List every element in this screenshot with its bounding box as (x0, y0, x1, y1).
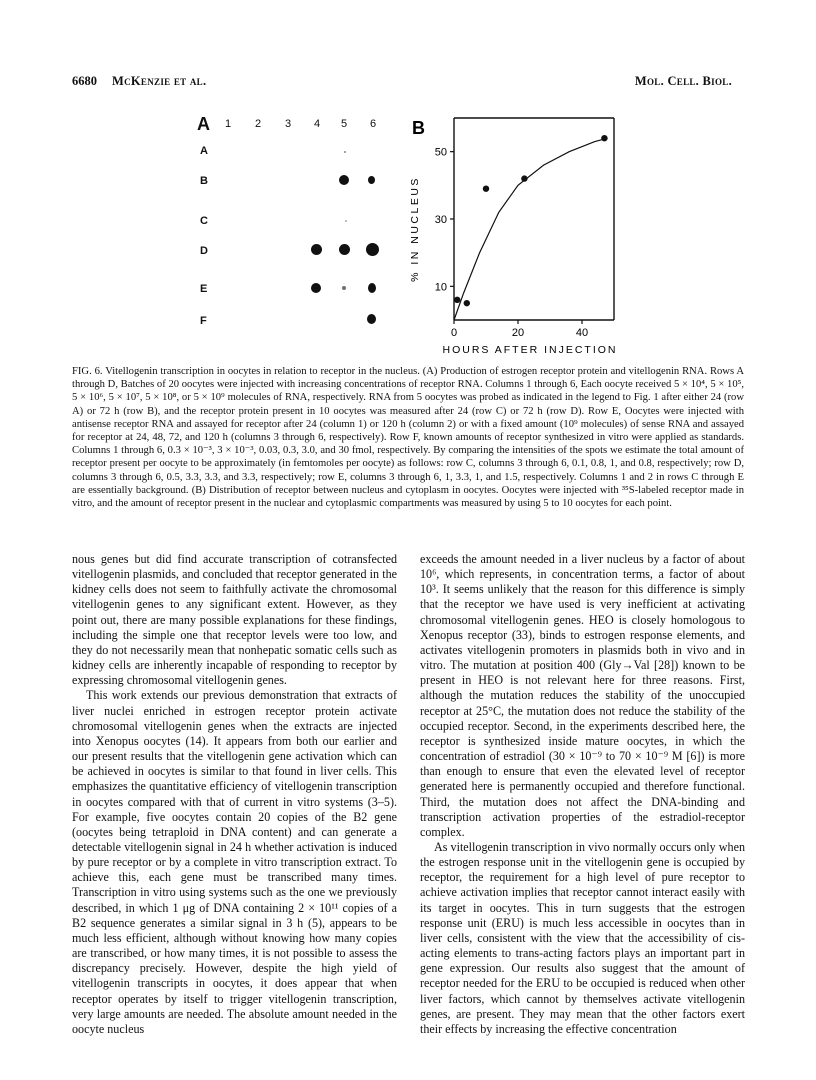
fitted-curve (454, 138, 608, 320)
blot-spot (368, 176, 375, 184)
data-point (601, 135, 607, 141)
paragraph: This work extends our previous demonstration that extracts of liver nuclei enriched in estrogen receptor protein activate chromosomal vitellogenin genes when the extracts are injected into Xenopus oocytes (14). It appears from both our earlier and our present results that the vitellogenin gene activation which can be achieved in oocytes is similar to that found in liver cells. This emphasizes the quantitative efficiency of vitellogenin transcription in oocytes compared with that of current in vitro systems (3–5). For example, five oocytes contain 20 copies of the B2 gene (oocytes being tetraploid in DNA content) and can generate a detectable vitellogenin signal in 24 h whether activation is induced by pure receptor or by a complete in vitro transcription extract. To achieve this, each gene must be transcribed many times. Transcription in vitro using systems such as the one we previously described, in which 1 μg of DNA containing 2 × 10¹¹ copies of a B2 sequence generates a similar signal in 3 h (5), appears to be much less efficient, although without knowing how many copies are transcribed, or how many times, it is not possible to assess the discrepancy precisely. However, despite the high yield of vitellogenin transcripts in oocytes, it does appear that when receptor operates by itself to trigger vitellogenin transcription, very large amounts are needed. The absolute amount needed in the oocyte nucleus (72, 688, 397, 1036)
left-column (72, 552, 397, 1037)
row-label: C (200, 215, 208, 227)
column-number: 2 (254, 118, 262, 130)
y-tick-label: 50 (434, 146, 447, 159)
data-point (454, 297, 460, 303)
blot-spot (344, 151, 346, 153)
row-label: B (200, 175, 208, 187)
blot-spot (345, 220, 347, 222)
x-axis-label: HOURS AFTER INJECTION (442, 344, 618, 356)
journal-name: Mol. Cell. Biol. (634, 74, 732, 88)
data-point (483, 186, 489, 192)
figure-caption (72, 365, 744, 510)
x-tick-label: 0 (450, 327, 458, 339)
y-tick-label: 30 (434, 214, 447, 226)
nucleus-distribution-chart (400, 112, 630, 362)
x-tick-label: 40 (575, 327, 589, 339)
column-number: 3 (284, 118, 292, 130)
column-number: 5 (340, 118, 348, 130)
paragraph: As vitellogenin transcription in vivo normally occurs only when the estrogen response unit in the vitellogenin gene is occupied by receptor, the requirement for a high level of pure receptor to achieve activation implies that receptor cannot interact easily with its target in oocytes. This in turn suggests that the estrogen response unit (ERU) is much less accessible in oocytes than in liver cells, consistent with the view that the accessibility of cis-acting elements to trans-acting factors plays an important part in gene expression. Our results also suggest that the amount of receptor needed for the ERU to be occupied is reduced when other liver factors, which cannot by themselves activate vitellogenin genes, are present. They may mean that the other factors exert their effects by increasing the effective concentration (420, 839, 745, 1036)
right-column (420, 552, 745, 1037)
caption-text: Vitellogenin transcription in oocytes in relation to receptor in the nucleus. (A) Production of estrogen receptor protein and vitellogenin RNA. Rows A through D, Batches of 20 oocytes were injected with increasing concentrations of receptor RNA. Columns 1 through 6, Each oocyte received 5 × 10⁴, 5 × 10⁵, 5 × 10⁶, 5 × 10⁷, 5 × 10⁸, or 5 × 10⁹ molecules of RNA, respectively. RNA from 5 oocytes was probed as indicated in the legend to Fig. 1 after either 24 (row A) or 72 h (row B), and the receptor protein present in 10 oocytes was measured after 24 (row C) or 72 h (row D). Row E, Oocytes were injected with antisense receptor RNA and assayed for receptor after 24 (column 1) or 120 h (column 2) or with a fixed amount (10⁹ molecules) of sense RNA and assayed for receptor at 24, 48, 72, and 120 h (columns 3 through 6, respectively). Row F, known amounts of receptor synthesized in vitro were applied as standards. Columns 1 through 6, 0.3 × 10⁻³, 3 × 10⁻³, 0.03, 0.3, 3.0, and 30 fmol, respectively. By comparing the intensities of the spots we estimate the total amount of receptor present per oocyte to be approximately (in femtomoles per oocyte) as follows: row C, columns 3 through 6, 0.1, 0.8, 1, and 0.8, respectively; row D, columns 3 through 6, 0.5, 3.3, 3.3, and 3.3, respectively; row E, columns 3 through 6, 1, 3.3, 1, and 1.5, respectively. Columns 1 and 2 in rows C through E are essentially background. (B) Distribution of receptor between nucleus and cytoplasm in oocytes. Oocytes were injected with ³⁵S-labeled receptor made in vitro, and the amount of receptor present in the nuclear and cytoplasmic compartments was measured by using 5 to 10 oocytes for each point. (72, 366, 744, 510)
panel-b-label: B (412, 118, 425, 138)
column-number: 4 (313, 118, 321, 130)
data-point (464, 300, 470, 306)
row-label: A (200, 145, 208, 157)
row-label: D (200, 245, 208, 257)
x-tick-label: 20 (511, 327, 525, 339)
row-label: E (200, 283, 208, 295)
blot-spot (311, 244, 322, 255)
y-axis-label: % IN NUCLEUS (409, 176, 421, 282)
blot-spot (339, 175, 349, 185)
column-number: 1 (224, 118, 232, 130)
paragraph: exceeds the amount needed in a liver nucleus by a factor of about 10⁶, which represents, in concentration terms, a factor of about 10³. It seems unlikely that the reason for this difference is simply that the receptor we have used is very inefficient at activating chromosomal vitellogenin genes. HEO is closely homologous to Xenopus receptor (33), binds to estrogen response elements, and activates vitellogenin promoters in plasmids both in vivo and in vitro. The mutation at position 400 (Gly→Val [28]) known to be present in HEO is not relevant here for three reasons. First, although the mutation reduces the stability of the unoccupied receptor at 25°C, the mutation does not reduce the stability of the occupied receptor. Second, in the experiments described here, the receptor is synthesized inside mature oocytes, in which the concentration of estradiol (30 × 10⁻⁹ to 70 × 10⁻⁹ M [6]) is more than enough to ensure that even the elevated level of receptor generated here is permanently occupied and therefore functional. Third, the mutation does not affect the DNA-binding and transcription activation properties of the estradiol-receptor complex. (420, 552, 745, 839)
figure-panel-a (195, 112, 395, 342)
row-label: F (200, 315, 207, 327)
blot-spot (311, 283, 321, 293)
blot-spot (339, 244, 350, 255)
running-header (72, 74, 732, 92)
panel-a-label: A (197, 114, 210, 134)
y-tick-label: 10 (434, 281, 447, 294)
blot-spot (342, 286, 346, 290)
column-number: 6 (369, 118, 377, 130)
blot-spot (368, 283, 376, 293)
blot-spot (367, 314, 376, 324)
figure-panel-b (400, 112, 630, 362)
data-point (521, 175, 527, 181)
blot-spot (366, 243, 379, 256)
paragraph: nous genes but did find accurate transcription of cotransfected vitellogenin plasmids, and concluded that receptor generated in the kidney cells does not seem to faithfully activate the chromosomal vitellogenin genes to any significant extent. However, as they point out, there are many possible explanations for these findings, including the simple one that receptor levels were too low, and they do not necessarily mean that nonhepatic somatic cells such as kidney cells are inherently incapable of responding to receptor by expressing chromosomal vitellogenin genes. (72, 552, 397, 688)
running-authors: McKenzie et al. (112, 74, 207, 88)
figure-label: FIG. 6. (72, 366, 103, 377)
page-number: 6680 (72, 74, 97, 88)
